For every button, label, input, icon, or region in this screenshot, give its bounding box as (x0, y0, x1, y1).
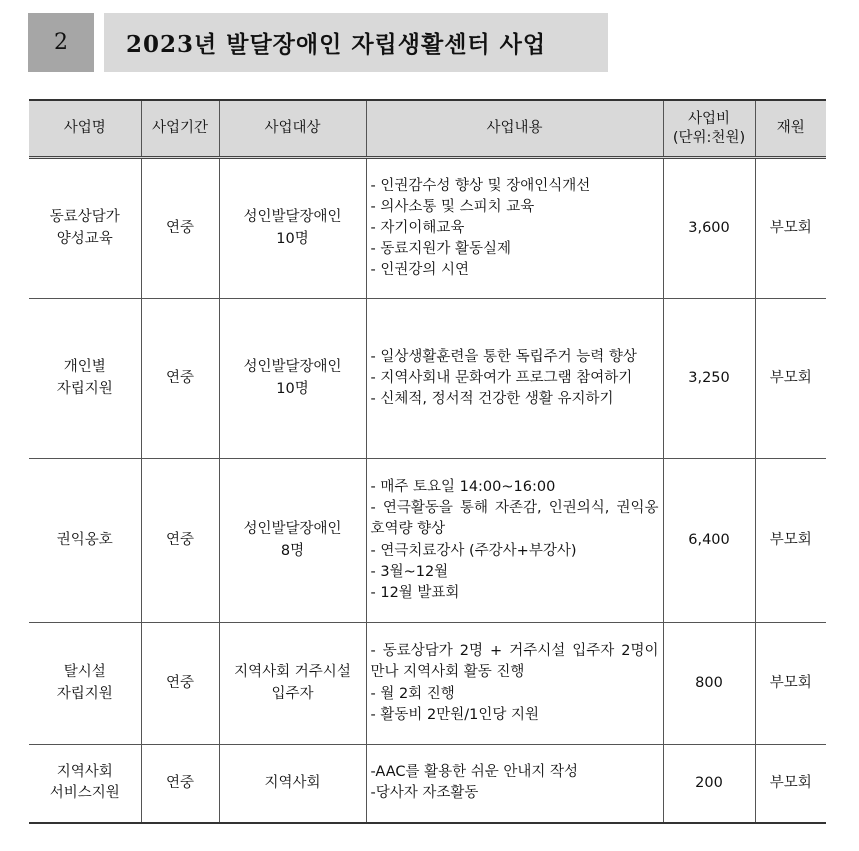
header-target: 사업대상 (219, 100, 366, 158)
content-item: - 지역사회내 문화여가 프로그램 참여하기 (370, 369, 633, 386)
cell-period: 연중 (141, 623, 219, 745)
cell-source: 부모회 (755, 459, 826, 623)
content-item: - 3월~12월 (370, 563, 449, 580)
business-plan-table (29, 99, 826, 824)
content-item: - 매주 토요일 14:00~16:00 (370, 479, 556, 496)
header-source: 재원 (755, 100, 826, 158)
target-line: 지역사회 (264, 774, 321, 791)
content-item: -AAC를 활용한 쉬운 안내지 작성 (370, 764, 579, 781)
content-item: - 연극활동을 통해 자존감, 인권의식, 권익옹호역량 향상 (370, 500, 659, 538)
name-line: 자립지원 (56, 685, 113, 702)
content-item: - 의사소통 및 스피치 교육 (370, 198, 535, 215)
name-line: 권익옹호 (56, 531, 113, 548)
cell-name (29, 623, 141, 745)
cell-budget: 3,250 (663, 299, 755, 459)
name-line: 자립지원 (56, 380, 113, 397)
content-item: - 동료상담가 2명 + 거주시설 입주자 2명이 만나 지역사회 활동 진행 (370, 643, 659, 681)
header-budget-unit: (단위:천원) (672, 129, 746, 146)
cell-content (366, 299, 663, 459)
cell-source: 부모회 (755, 745, 826, 823)
content-item: - 동료지원가 활동실제 (370, 241, 512, 257)
cell-name (29, 299, 141, 459)
cell-budget: 200 (663, 745, 755, 823)
header-budget-label: 사업비 (687, 110, 731, 127)
table-header-row (29, 100, 826, 158)
name-line: 양성교육 (56, 230, 113, 247)
target-line: 성인발달장애인 (243, 521, 342, 538)
target-line: 성인발달장애인 (243, 359, 342, 376)
section-title: 2023년 발달장애인 자립생활센터 사업 (104, 13, 608, 72)
content-item: - 활동비 2만원/1인당 지원 (370, 706, 539, 723)
cell-target (219, 158, 366, 299)
header-content: 사업내용 (366, 100, 663, 158)
cell-target (219, 623, 366, 745)
table-row (29, 623, 826, 745)
cell-target (219, 459, 366, 623)
content-item: - 일상생활훈련을 통한 독립주거 능력 향상 (370, 348, 637, 365)
cell-period: 연중 (141, 745, 219, 823)
content-item: - 신체적, 정서적 건강한 생활 유지하기 (370, 391, 614, 407)
cell-budget: 6,400 (663, 459, 755, 623)
table-row (29, 299, 826, 459)
target-line: 입주자 (271, 685, 314, 702)
cell-period: 연중 (141, 459, 219, 623)
table-row (29, 158, 826, 299)
content-item: - 인권감수성 향상 및 장애인식개선 (370, 177, 591, 194)
cell-source: 부모회 (755, 299, 826, 459)
section-number: 2 (28, 13, 94, 72)
cell-content (366, 745, 663, 823)
cell-budget: 800 (663, 623, 755, 745)
name-line: 동료상담가 (49, 209, 120, 226)
content-item: - 월 2회 진행 (370, 685, 455, 702)
cell-period: 연중 (141, 158, 219, 299)
cell-source: 부모회 (755, 158, 826, 299)
content-item: - 인권강의 시연 (370, 262, 469, 279)
cell-source: 부모회 (755, 623, 826, 745)
section-header (28, 13, 608, 72)
target-line: 10명 (276, 380, 309, 397)
cell-target (219, 745, 366, 823)
name-line: 서비스지원 (49, 785, 120, 802)
table-row (29, 459, 826, 623)
cell-content (366, 623, 663, 745)
target-line: 10명 (276, 230, 309, 247)
name-line: 지역사회 (56, 764, 113, 781)
cell-content (366, 158, 663, 299)
cell-name (29, 459, 141, 623)
table-row (29, 745, 826, 823)
target-line: 성인발달장애인 (243, 209, 342, 226)
cell-name (29, 158, 141, 299)
header-budget (663, 100, 755, 158)
cell-budget: 3,600 (663, 158, 755, 299)
content-item: - 자기이해교육 (370, 219, 465, 236)
content-item: - 12월 발표회 (370, 584, 460, 601)
content-item: - 연극치료강사 (주강사+부강사) (370, 542, 577, 559)
cell-period: 연중 (141, 299, 219, 459)
target-line: 8명 (280, 542, 305, 559)
name-line: 개인별 (63, 359, 106, 376)
name-line: 탈시설 (63, 664, 106, 681)
content-item: -당사자 자조활동 (370, 785, 479, 802)
cell-target (219, 299, 366, 459)
header-period: 사업기간 (141, 100, 219, 158)
target-line: 지역사회 거주시설 (234, 664, 351, 681)
cell-name (29, 745, 141, 823)
header-name: 사업명 (29, 100, 141, 158)
cell-content (366, 459, 663, 623)
